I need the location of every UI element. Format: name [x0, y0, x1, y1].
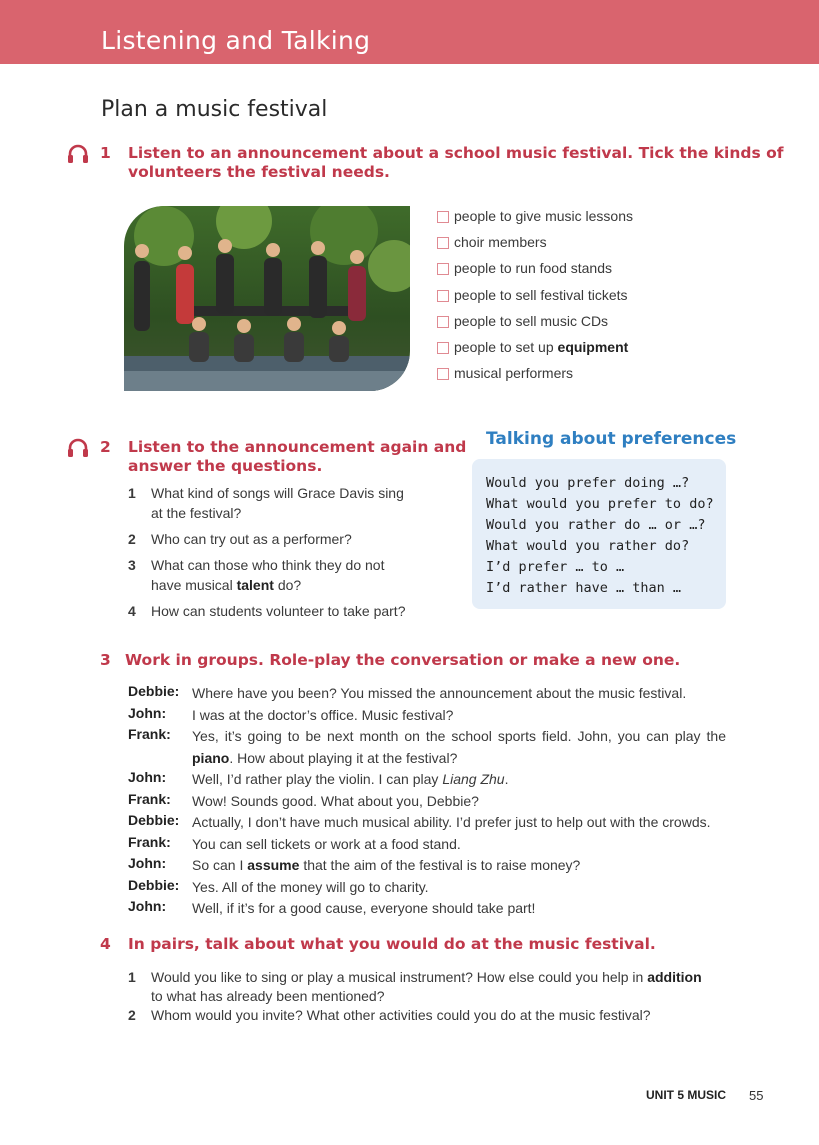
option-item[interactable]: [437, 360, 633, 386]
question-text: Whom would you invite? What other activities could you do at the music festival?: [151, 1007, 651, 1023]
option-item[interactable]: [437, 229, 633, 255]
option-item[interactable]: [437, 308, 633, 334]
speaker: John:: [128, 855, 167, 871]
dialog-text: [192, 855, 726, 877]
preference-phrase: Would you rather do … or …?: [486, 517, 706, 533]
question-text: How can students volunteer to take part?: [151, 603, 406, 619]
task4-questions: [128, 968, 728, 1025]
preference-phrase: Would you prefer doing …?: [486, 475, 690, 491]
checkbox[interactable]: [437, 368, 449, 380]
speaker: Frank:: [128, 790, 171, 807]
question-text-part: Would you like to sing or play a musical instrument? How else could you help in: [151, 969, 644, 985]
dialog-text: I was at the doctor’s office. Music festival?: [192, 706, 454, 723]
option-label: people to sell festival tickets: [454, 286, 628, 303]
task-heading: In pairs, talk about what you would do at the music festival.: [128, 935, 656, 953]
speaker: John:: [128, 769, 167, 785]
speaker: Debbie:: [128, 812, 180, 828]
question-text-part: have musical: [151, 576, 233, 593]
checkbox[interactable]: [437, 263, 449, 275]
task-number: 2: [100, 438, 111, 456]
question-text: [151, 968, 728, 987]
checkbox[interactable]: [437, 316, 449, 328]
band-photo: [124, 206, 410, 391]
question-item: [128, 484, 420, 530]
band-photo-illustration: [124, 206, 410, 391]
keyword: equipment: [557, 339, 629, 356]
headphones-icon: [66, 143, 90, 165]
preference-phrase: What would you rather do?: [486, 538, 690, 554]
option-label: people to run food stands: [454, 260, 613, 277]
preference-phrase: What would you prefer to do?: [486, 496, 714, 512]
song-title: Liang Zhu: [442, 771, 505, 787]
question-text: [151, 576, 420, 596]
dialog-text-part: Yes, it’s going to be next month on the school sports field. John, you can play the: [192, 728, 726, 744]
task-heading-line: Listen to the announcement again and: [128, 438, 467, 456]
option-item[interactable]: [437, 282, 633, 308]
dialog-text: You can sell tickets or work at a food stand.: [192, 835, 461, 852]
task-heading: [128, 144, 784, 182]
speaker: Frank:: [128, 726, 171, 742]
dialog-text: Actually, I don’t have much musical ability. I’d prefer just to help out with the crowds.: [192, 814, 711, 830]
question-item: [128, 530, 420, 556]
option-label: people to sell music CDs: [454, 312, 609, 329]
question-text: Who can try out as a performer?: [151, 531, 352, 547]
dialog-text-part: . How about playing it at the festival?: [229, 749, 458, 766]
dialog-text: Well, if it’s for a good cause, everyone should take part!: [192, 900, 536, 916]
option-label: musical performers: [454, 365, 574, 382]
question-number: 1: [128, 969, 136, 985]
task2-questions: [128, 484, 420, 622]
speaker: Debbie:: [128, 683, 180, 699]
question-item: [128, 556, 420, 602]
task-heading: Work in groups. Role-play the conversation or make a new one.: [125, 651, 681, 669]
task-heading-line: volunteers the festival needs.: [128, 163, 390, 181]
question-number: 3: [128, 557, 136, 573]
speaker: John:: [128, 704, 167, 721]
checkbox[interactable]: [437, 342, 449, 354]
option-label: choir members: [454, 234, 547, 251]
page-number: 55: [749, 1088, 764, 1103]
task-number: 3: [100, 651, 111, 669]
dialog-text: [192, 769, 726, 791]
task-number: 4: [100, 935, 111, 953]
preference-phrase: I’d rather have … than …: [486, 580, 682, 596]
keyword: talent: [236, 576, 274, 593]
keyword: piano: [192, 749, 230, 766]
dialog-text-part: Well, I’d rather play the violin. I can play: [192, 771, 439, 787]
question-text: What kind of songs will Grace Davis sing: [151, 485, 404, 501]
keyword: addition: [647, 969, 702, 985]
section-title: Listening and Talking: [101, 26, 371, 55]
option-item[interactable]: [437, 203, 633, 229]
dialog-text: Yes. All of the money will go to charity.: [192, 878, 429, 895]
dialog-text: Wow! Sounds good. What about you, Debbie?: [192, 792, 479, 809]
speaker: Debbie:: [128, 876, 180, 893]
task-heading: [128, 438, 466, 476]
question-item: [128, 968, 728, 1006]
preferences-title: Talking about preferences: [486, 429, 737, 449]
question-number: 1: [128, 485, 136, 501]
volunteer-options: [437, 203, 633, 386]
option-item[interactable]: [437, 334, 633, 360]
task-number: 1: [100, 144, 111, 162]
checkbox[interactable]: [437, 237, 449, 249]
dialog-text-part: that the aim of the festival is to raise money?: [303, 857, 581, 873]
task-heading-line: Listen to an announcement about a school music festival. Tick the kinds of: [128, 144, 784, 162]
question-number: 2: [128, 1007, 136, 1023]
question-number: 4: [128, 603, 136, 619]
dialog-text: [192, 726, 726, 769]
keyword: assume: [247, 857, 300, 873]
headphones-icon: [66, 437, 90, 459]
checkbox[interactable]: [437, 211, 449, 223]
preferences-box: [472, 459, 726, 609]
speaker: Frank:: [128, 833, 171, 850]
header-banner: [0, 0, 819, 64]
option-label: people to give music lessons: [454, 208, 633, 225]
dialog-text-part: .: [504, 771, 509, 787]
unit-label: UNIT 5 MUSIC: [646, 1088, 727, 1102]
page-title: Plan a music festival: [101, 97, 328, 122]
question-item: [128, 1006, 728, 1025]
preference-phrase: I’d prefer … to …: [486, 559, 625, 575]
dialog-text-part: So can I: [192, 857, 244, 873]
task-heading-line: answer the questions.: [128, 457, 323, 475]
question-item: [128, 602, 420, 622]
option-item[interactable]: [437, 255, 633, 281]
option-label: people to set up: [454, 339, 554, 356]
question-text-part: do?: [277, 576, 302, 593]
speaker: John:: [128, 898, 167, 914]
question-text: What can those who think they do not: [151, 557, 385, 573]
dialog-text: Where have you been? You missed the announcement about the music festival.: [192, 685, 687, 701]
checkbox[interactable]: [437, 290, 449, 302]
question-number: 2: [128, 531, 136, 547]
question-text: to what has already been mentioned?: [151, 988, 385, 1004]
question-text: at the festival?: [151, 504, 242, 521]
